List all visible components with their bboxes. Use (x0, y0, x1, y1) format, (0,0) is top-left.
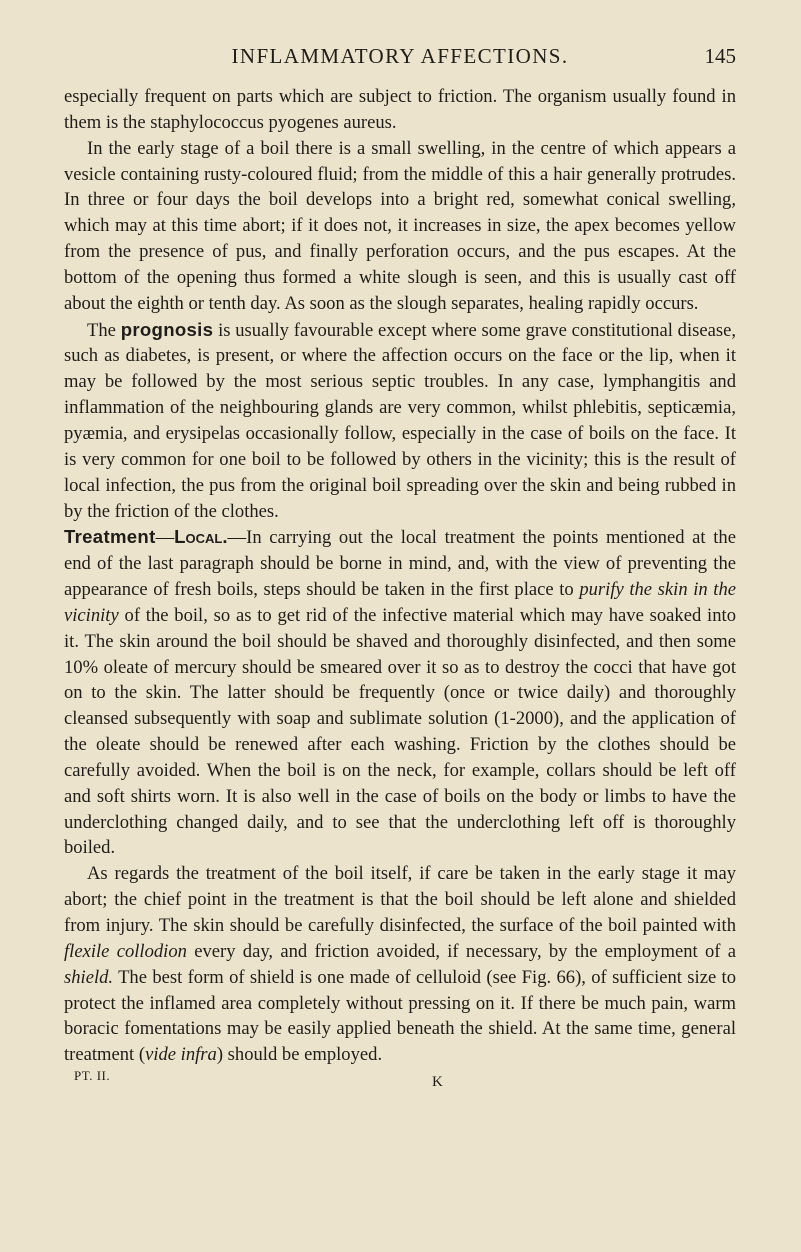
signature-part: PT. II. (74, 1068, 111, 1084)
book-page (64, 0, 736, 1100)
collodion-emphasis: flexile collodion (64, 940, 187, 962)
paragraph-continuation: especially frequent on parts which are subject to friction. The organism usually found in them is the staphylococcus pyogenes aureus. (64, 86, 736, 133)
paragraph-treatment-local: Treatment—Local.—In carrying out the local treatment the points mentioned at the end of the last paragraph should be borne in mind, and, with the view of preventing the appearance of fresh boils, steps should be taken in the first place to purify the skin in the vicinity of the boil, so as to get rid of the infective material which may have soaked into it. The skin around the boil should be shaved and thoroughly disinfected, and then some 10% oleate of mercury should be smeared over it so as to destroy the cocci that have got on to the skin. The latter should be frequently (once or twice daily) and thoroughly cleansed subsequently with soap and sublimate solution (1-2000), and the application of the oleate should be renewed after each washing. Friction by the clothes should be carefully avoided. When the boil is on the neck, for example, collars should be left off and soft shirts worn. It is also well in the case of boils on the body or limbs to have the underclothing changed daily, and to see that the underclothing left off is thoroughly boiled. (64, 526, 737, 859)
local-subheading: Local. (174, 526, 228, 548)
page-number: 145 (704, 44, 736, 68)
running-title: INFLAMMATORY AFFECTIONS. (231, 44, 569, 68)
paragraph-prognosis: The prognosis is usually favourable except where some grave constitutional disease, such as diabetes, is present, or where the affection occurs on the face or the lip, when it may be followed by the most serious septic troubles. In any case, lymphangitis and inflammation of the neighbouring glands are very common, whilst phlebitis, septicæmia, pyæmia, and erysipelas occasionally follow, especially in the case of boils on the face. It is very common for one boil to be followed by others in the vicinity; this is the result of local infection, the pus from the original boil spreading over the skin and being rubbed in by the friction of the clothes. (64, 318, 736, 522)
paragraph-early-stage: In the early stage of a boil there is a small swelling, in the centre of which appears a vesicle containing rusty-coloured fluid; from the middle of this a hair generally protrudes. In three or four days the boil develops into a bright red, somewhat conical swelling, which may at this time abort; if it does not, it increases in size, the apex becomes yellow from the presence of pus, and finally perforation occurs, and the pus escapes. At the bottom of the opening thus formed a white slough is seen, and this is usually cast off about the eighth or tenth day. As soon as the slough separates, healing rapidly occurs. (64, 137, 736, 314)
page-header (64, 0, 736, 70)
prognosis-term: prognosis (120, 318, 214, 340)
signature-mark: K (432, 1074, 443, 1091)
purify-emphasis: purify the skin in the vicinity (64, 579, 737, 626)
treatment-heading: Treatment (64, 526, 156, 548)
shield-emphasis: shield. (64, 966, 114, 988)
page-footer (64, 1070, 736, 1100)
body-text (64, 84, 736, 1068)
vide-infra-emphasis: vide infra (145, 1044, 217, 1066)
paragraph-boil-treatment: As regards the treatment of the boil itself, if care be taken in the early stage it may abort; the chief point in the treatment is that the boil should be left alone and shielded from injury. The skin should be carefully disinfected, the surface of the boil painted with flexile collodion every day, and friction avoided, if necessary, by the employment of a shield. The best form of shield is one made of celluloid (see Fig. 66), of sufficient size to protect the inflamed area completely without pressing on it. If there be much pain, warm boracic fomentations may be easily applied beneath the shield. At the same time, general treatment (vide infra) should be employed. (64, 863, 736, 1066)
